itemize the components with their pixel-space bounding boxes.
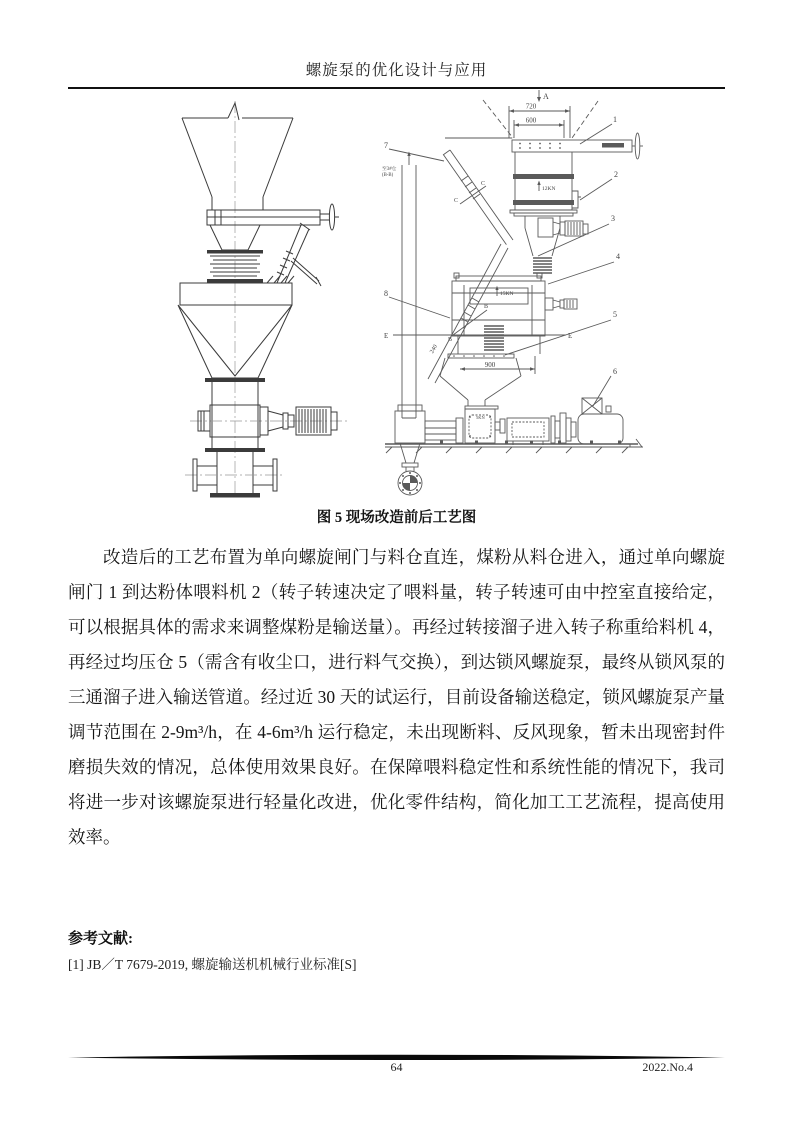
label-section-e-left: E xyxy=(384,332,389,340)
figure-left-original-process-drawing xyxy=(155,93,385,513)
callout-5: 5 xyxy=(613,310,617,319)
body-paragraph: 改造后的工艺布置为单向螺旋闸门与料仓直连，煤粉从料仓进入，通过单向螺旋闸门 1 到达粉体喂料机 2（转子转速决定了喂料量，转子转速可由中控室直接给定，可以根据具体的需求来调整煤粉是输送量）。再经过转接溜子进入转子称重给料机 4，再经过均压仓 5（需含有收尘口，进行料气交换），到达锁风螺旋泵，最终从锁风泵的三通溜子进入输送管道。经过近 30 天的试运行，目前设备输送稳定，锁风螺旋泵产量调节范围在 2-9m³/h，在 4-6m³/h 运行稳定，未出现断料、反风现象，暂未出现密封件磨损失效的情况，总体使用效果良好。在保障喂料稳定性和系统性能的情况下，我司将进一步对该螺旋泵进行轻量化改进，优化零件结构，简化加工工艺流程，提高使用效率。 xyxy=(68,547,725,847)
issue-number: 2022.No.4 xyxy=(642,1060,693,1074)
label-dim-600: 600 xyxy=(525,116,537,125)
label-section-b-1: B xyxy=(484,304,489,310)
references-heading: 参考文献: xyxy=(68,931,133,947)
label-load-15kn: 15KN xyxy=(500,291,514,297)
reference-item: [1] JB／T 7679-2019, 螺旋输送机机械行业标准[S] xyxy=(68,957,357,972)
figure-right-modified-process-drawing xyxy=(380,88,730,515)
label-section-c-1: C xyxy=(481,181,486,187)
label-load-12kn: 12KN xyxy=(542,186,556,192)
callout-4: 4 xyxy=(616,252,620,261)
label-dim-240: 240 xyxy=(429,343,439,355)
label-pipe-note-2: (B-B) xyxy=(382,173,394,178)
label-load-5kn: 5KN xyxy=(476,415,485,420)
label-section-e-right: E xyxy=(568,332,573,340)
left-drawing-svg xyxy=(155,93,385,508)
label-view-a: A xyxy=(543,92,549,101)
callout-3: 3 xyxy=(611,214,615,223)
callout-8: 8 xyxy=(384,289,388,298)
label-dim-720: 720 xyxy=(525,102,537,111)
label-section-b-2: B xyxy=(448,337,453,343)
figure-caption: 图 5 现场改造前后工艺图 xyxy=(316,510,477,526)
callout-1: 1 xyxy=(613,115,617,124)
callout-6: 6 xyxy=(613,367,617,376)
callout-7: 7 xyxy=(384,141,388,150)
label-section-c-2: C xyxy=(454,198,459,204)
label-dim-900: 900 xyxy=(484,361,496,369)
page-number: 64 xyxy=(390,1060,403,1074)
label-pipe-note-1: 至3#仓 xyxy=(382,167,397,172)
callout-2: 2 xyxy=(614,170,618,179)
page-header-title: 螺旋泵的优化设计与应用 xyxy=(305,62,488,79)
right-drawing-svg xyxy=(380,88,730,510)
